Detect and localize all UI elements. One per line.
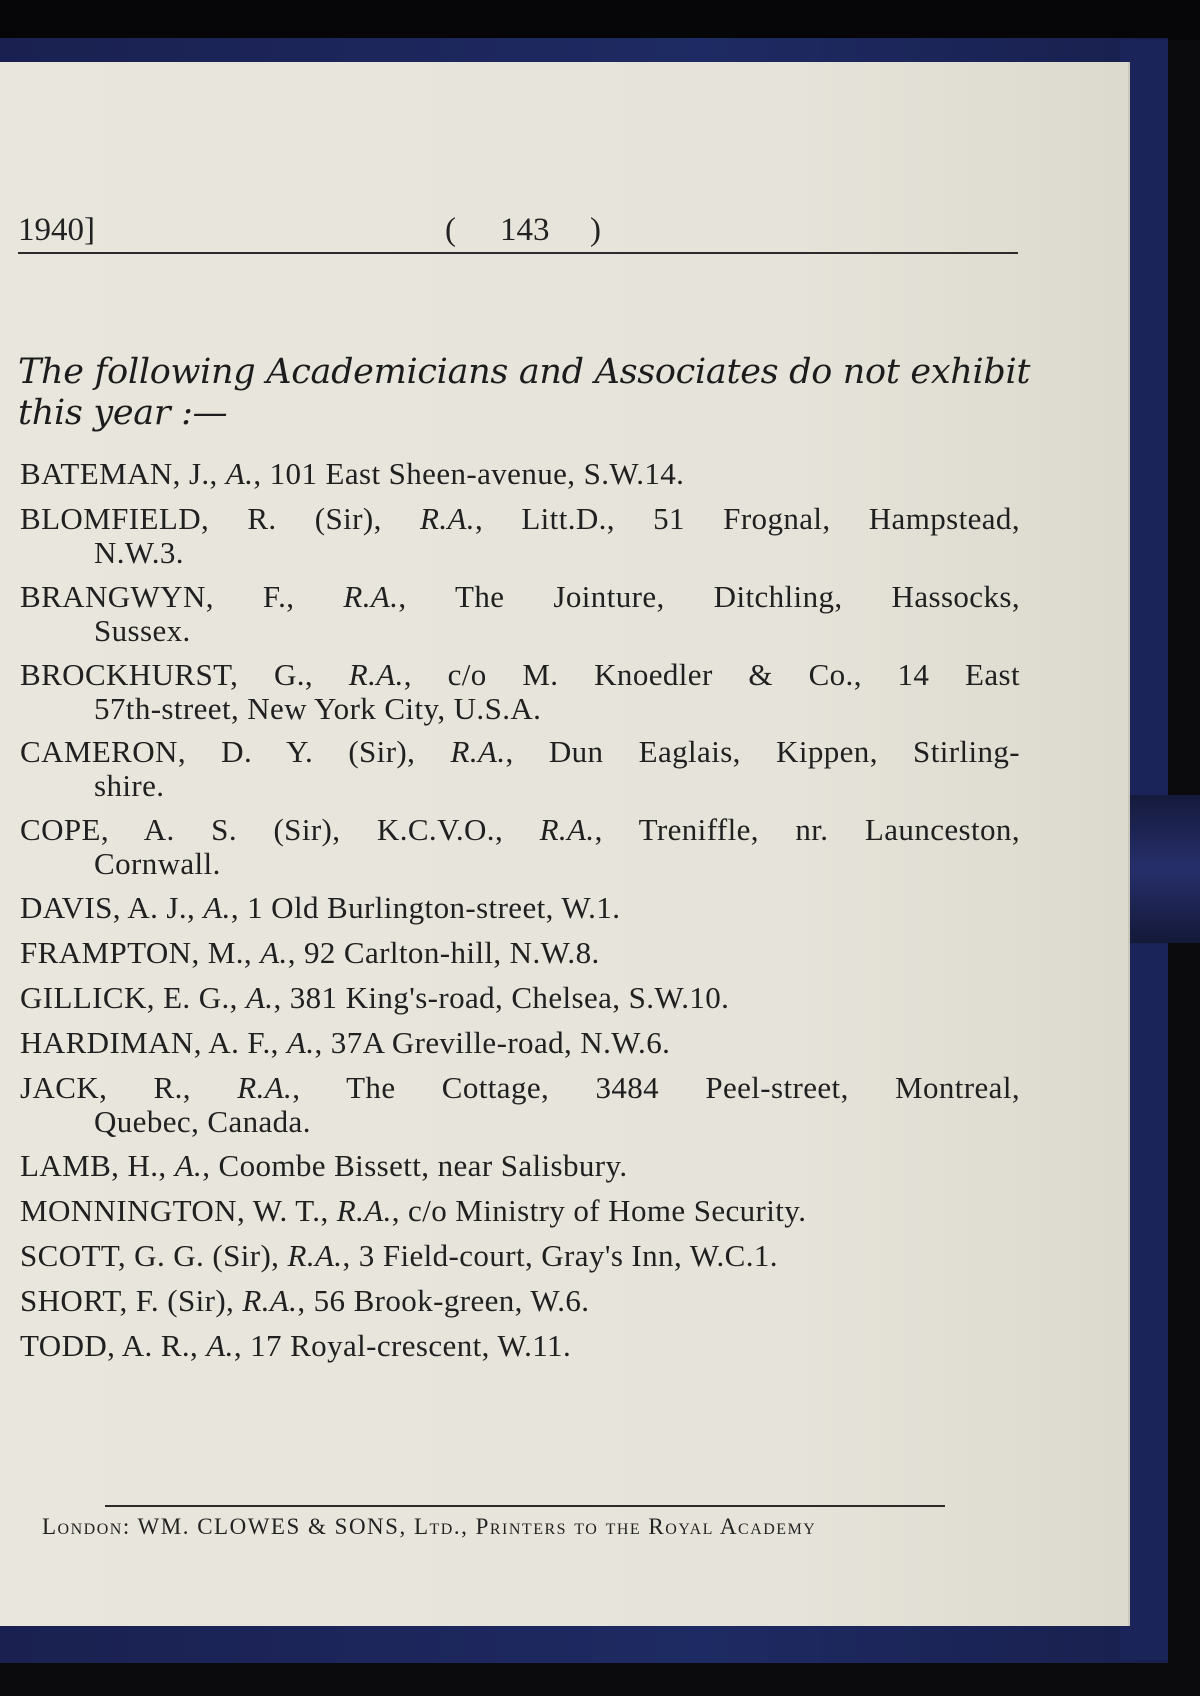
entry-line xyxy=(20,1071,1020,1105)
entry-address: , Coombe Bissett, near Salisbury. xyxy=(202,1148,628,1183)
entry-rank: R.A. xyxy=(348,657,404,692)
entry-line xyxy=(20,658,1020,692)
entry-rank: A. xyxy=(245,980,274,1015)
entry-name: MONNINGTON, W. T., xyxy=(20,1193,337,1228)
entry-rank: R.A. xyxy=(287,1238,343,1273)
entry-address: , 101 East Sheen-avenue, S.W.14. xyxy=(253,456,685,491)
entry-rank: A. xyxy=(225,456,254,491)
entry xyxy=(20,658,1020,726)
entry-name: BRANGWYN, F., xyxy=(20,579,344,614)
entry xyxy=(20,1071,1020,1139)
header-paren-left: ( xyxy=(445,212,456,248)
entry-name: GILLICK, E. G., xyxy=(20,980,246,1015)
entry-line xyxy=(20,1194,1020,1228)
entry-name: JACK, R., xyxy=(20,1070,238,1105)
entry-rank: A. xyxy=(203,890,231,925)
book-page xyxy=(0,62,1128,1626)
entry-address: , 381 King's-road, Chelsea, S.W.10. xyxy=(273,980,730,1015)
entry-name: SHORT, F. (Sir), xyxy=(20,1283,243,1318)
entry xyxy=(20,580,1020,648)
entry xyxy=(20,457,1020,491)
entry-rank: R.A. xyxy=(419,501,475,536)
entry xyxy=(20,1026,1020,1060)
entry-line xyxy=(20,735,1020,769)
entry-rank: R.A. xyxy=(343,579,399,614)
entry-name: BATEMAN, J., xyxy=(20,456,226,491)
entry-rank: A. xyxy=(287,1025,315,1060)
entry-name: BLOMFIELD, R. (Sir), xyxy=(20,501,420,536)
entry-rank: A. xyxy=(174,1148,203,1183)
entry xyxy=(20,1329,1020,1363)
entry xyxy=(20,1239,1020,1273)
entry-name: FRAMPTON, M., xyxy=(20,935,261,970)
printer-imprint: London: WM. CLOWES & SONS, Ltd., Printers to the Royal Academy xyxy=(42,1514,817,1539)
bookmark-ribbon xyxy=(1120,795,1200,943)
entry-address: , Dun Eaglais, Kippen, Stirling- xyxy=(505,734,1020,769)
intro-heading-line-2: this year :— xyxy=(18,393,228,433)
entry-continuation-line: Sussex. xyxy=(94,613,191,648)
entry-address: , 92 Carlton-hill, N.W.8. xyxy=(287,935,600,970)
entry-rank: R.A. xyxy=(450,734,506,769)
entry-continuation-line: 57th-street, New York City, U.S.A. xyxy=(94,691,542,726)
entry-address: , Treniffle, nr. Launceston, xyxy=(594,812,1020,847)
entry-line xyxy=(20,981,1020,1015)
entry-address: , c/o M. Knoedler & Co., 14 East xyxy=(403,657,1020,692)
entry-name: HARDIMAN, A. F., xyxy=(20,1025,287,1060)
entry-name: SCOTT, G. G. (Sir), xyxy=(20,1238,288,1273)
entry-address: , 37A Greville-road, N.W.6. xyxy=(314,1025,671,1060)
entry-line xyxy=(20,1239,1020,1273)
entry-line xyxy=(20,1284,1020,1318)
entry-rank: R.A. xyxy=(336,1193,392,1228)
header-year: 1940] xyxy=(18,212,95,248)
entry xyxy=(20,1194,1020,1228)
entry-name: TODD, A. R., xyxy=(20,1328,207,1363)
header-paren-right: ) xyxy=(590,212,601,248)
entry-rank: R.A. xyxy=(237,1070,293,1105)
entry-line xyxy=(20,580,1020,614)
entry xyxy=(20,1149,1020,1183)
header-rule xyxy=(18,252,1018,254)
entry-line xyxy=(20,936,1020,970)
entry xyxy=(20,735,1020,803)
entry-address: , 17 Royal-crescent, W.11. xyxy=(233,1328,572,1363)
entry-address: , c/o Ministry of Home Security. xyxy=(391,1193,807,1228)
background-top xyxy=(0,0,1200,40)
entry-continuation-line: Cornwall. xyxy=(94,846,221,881)
entry-address: , The Cottage, 3484 Peel-street, Montreal, xyxy=(292,1070,1020,1105)
entry-continuation-line: shire. xyxy=(94,768,165,803)
entry-name: COPE, A. S. (Sir), K.C.V.O., xyxy=(20,812,540,847)
entry-continuation-line: Quebec, Canada. xyxy=(94,1104,311,1139)
entry-line xyxy=(20,1329,1020,1363)
entry-line xyxy=(20,891,1020,925)
entry-name: DAVIS, A. J., xyxy=(20,890,204,925)
entry-rank: A. xyxy=(260,935,288,970)
entry xyxy=(20,1284,1020,1318)
page-number: 143 xyxy=(500,212,550,248)
entry-name: BROCKHURST, G., xyxy=(20,657,349,692)
entry-line xyxy=(20,457,1020,491)
entry-line xyxy=(20,1149,1020,1183)
entry-address: , 1 Old Burlington-street, W.1. xyxy=(230,890,621,925)
entry-rank: R.A. xyxy=(242,1283,298,1318)
entry-line xyxy=(20,1026,1020,1060)
entry-line xyxy=(20,813,1020,847)
entry-address: , Litt.D., 51 Frognal, Hampstead, xyxy=(474,501,1020,536)
entry xyxy=(20,502,1020,570)
entry-name: LAMB, H., xyxy=(20,1148,175,1183)
entry-address: , 3 Field-court, Gray's Inn, W.C.1. xyxy=(342,1238,778,1273)
entry xyxy=(20,936,1020,970)
entry-rank: A. xyxy=(206,1328,234,1363)
entry-line xyxy=(20,502,1020,536)
entry-address: , 56 Brook-green, W.6. xyxy=(297,1283,590,1318)
footer-rule xyxy=(105,1505,945,1507)
entry xyxy=(20,891,1020,925)
entry-name: CAMERON, D. Y. (Sir), xyxy=(20,734,451,769)
intro-heading-line-1: The following Academicians and Associates do not exhibit xyxy=(18,352,1031,392)
entry xyxy=(20,813,1020,881)
entry-rank: R.A. xyxy=(539,812,595,847)
entry xyxy=(20,981,1020,1015)
entry-address: , The Jointure, Ditchling, Hassocks, xyxy=(398,579,1020,614)
entry-continuation-line: N.W.3. xyxy=(94,535,184,570)
